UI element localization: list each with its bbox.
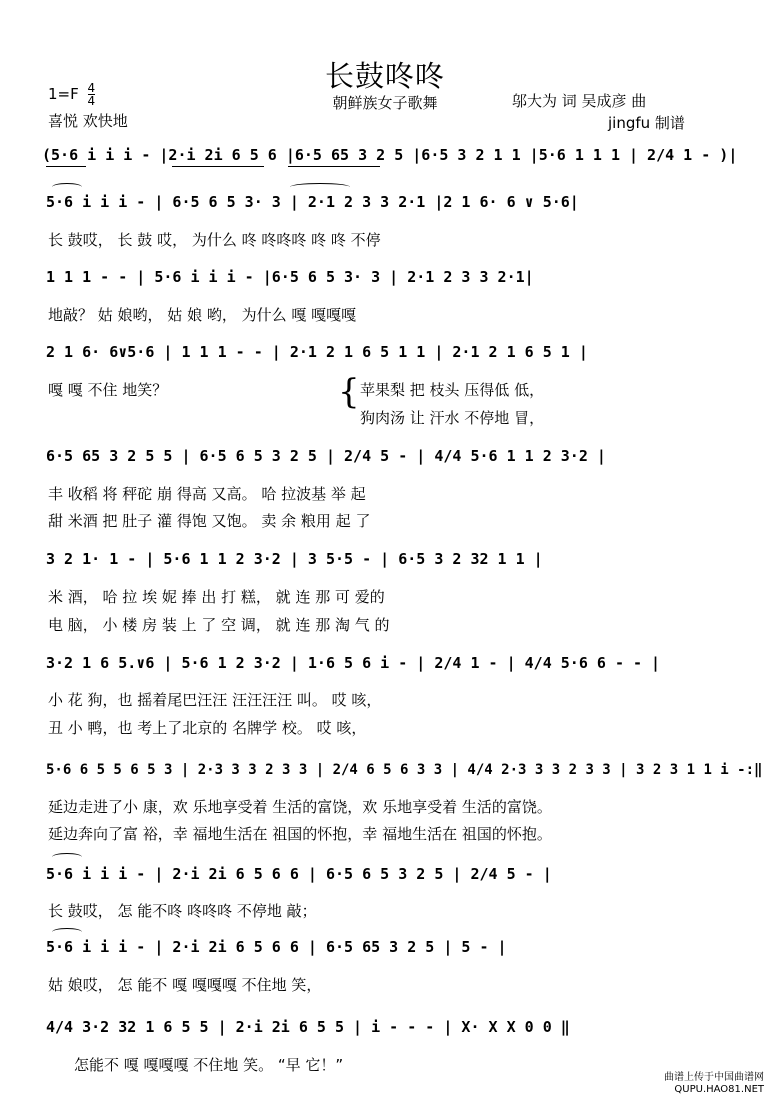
time-sig-bottom: 4 <box>87 94 96 108</box>
lyrics-line-6b: 电 脑， 小 楼 房 装 上 了 空 调， 就 连 那 淘 气 的 <box>48 616 390 634</box>
notation-line-7: 3·2 1 6 5.∨6 | 5·6 1 2 3·2 | 1·6 5 6 i - | 2/4 1 - | 4/4 5·6 6 - - | <box>46 654 661 672</box>
lyrics-line-5a: 丰 收稻 将 秤砣 崩 得高 又高。 哈 拉波基 举 起 <box>48 485 366 503</box>
notation-line-9: 5·6 i i i - | 2·i 2i 6 5 6 6 | 6·5 6 5 3 2 5 | 2/4 5 - | <box>46 865 552 883</box>
notation-line-6: 3 2 1· 1 - | 5·6 1 1 2 3·2 | 3 5·5 - | 6·5 3 2 32 1 1 | <box>46 550 543 568</box>
lyrics-line-7b: 丑 小 鸭，也 考上了北京的 名牌学 校。 哎 咳， <box>48 719 367 737</box>
notation-line-1: (5·6 i i i - |2·i 2i 6 5 6 |6·5 65 3 2 5 |6·5 3 2 1 1 |5·6 1 1 1 | 2/4 1 - )| <box>42 146 738 164</box>
verse-brace: { <box>338 372 360 412</box>
key-label: 1=F <box>48 85 79 103</box>
lyrics-line-9: 长 鼓哎， 怎 能不咚 咚咚咚 不停地 敲； <box>48 902 317 920</box>
credits: 邬大为 词 吴成彦 曲 <box>512 92 647 110</box>
tempo-marking: 喜悦 欢快地 <box>48 112 128 130</box>
slur <box>52 183 82 191</box>
lyrics-line-11: 怎能不 嘎 嘎嘎嘎 不住地 笑。 “早 它！” <box>74 1056 344 1074</box>
notation-line-8: 5·6 6 5 5 6 5 3 | 2·3 3 3 2 3 3 | 2/4 6 5 6 3 3 | 4/4 2·3 3 3 2 3 3 | 3 2 3 1 1 i -:‖ <box>46 762 763 778</box>
notation-line-5: 6·5 65 3 2 5 5 | 6·5 6 5 3 2 5 | 2/4 5 - | 4/4 5·6 1 1 2 3·2 | <box>46 447 606 465</box>
song-title: 长鼓咚咚 <box>324 59 445 93</box>
slur <box>52 928 82 936</box>
arranger: jingfu 制谱 <box>608 114 685 132</box>
verse-b-line-4: 狗肉汤 让 汗水 不停地 冒， <box>360 409 545 427</box>
verse-a-line-4: 苹果梨 把 枝头 压得低 低， <box>360 381 545 399</box>
lyrics-line-4: 嘎 嘎 不住 地笑？ <box>48 381 168 399</box>
time-sig-top: 4 <box>87 81 96 95</box>
beam <box>172 166 264 167</box>
lyrics-line-5b: 甜 米酒 把 肚子 灌 得饱 又饱。 卖 余 粮用 起 了 <box>48 512 371 530</box>
watermark-line-1: 曲谱上传于中国曲谱网 <box>664 1072 764 1083</box>
lyrics-line-7a: 小 花 狗，也 摇着尾巴汪汪 汪汪汪汪 叫。 哎 咳， <box>48 691 382 709</box>
lyrics-line-8a: 延边走进了小 康，欢 乐地享受着 生活的富饶，欢 乐地享受着 生活的富饶。 <box>48 798 552 816</box>
lyrics-line-6a: 米 酒， 哈 拉 埃 妮 捧 出 打 糕， 就 连 那 可 爱的 <box>48 588 385 606</box>
watermark-line-2: QUPU.HAO81.NET <box>674 1084 764 1095</box>
song-subtitle: 朝鲜族女子歌舞 <box>332 94 438 112</box>
notation-line-4: 2 1 6· 6∨5·6 | 1 1 1 - - | 2·1 2 1 6 5 1 1 | 2·1 2 1 6 5 1 | <box>46 343 588 361</box>
slur <box>52 853 82 861</box>
notation-line-2: 5·6 i i i - | 6·5 6 5 3· 3 | 2·1 2 3 3 2·1 |2 1 6· 6 ∨ 5·6| <box>46 193 579 211</box>
lyrics-line-8b: 延边奔向了富 裕，幸 福地生活在 祖国的怀抱，幸 福地生活在 祖国的怀抱。 <box>48 825 552 843</box>
beam <box>288 166 380 167</box>
lyrics-line-3: 地敲？ 姑 娘哟， 姑 娘 哟， 为什么 嘎 嘎嘎嘎 <box>48 306 357 324</box>
site-watermark <box>664 1072 764 1096</box>
time-signature <box>88 82 96 107</box>
beam <box>46 166 86 167</box>
lyrics-line-2: 长 鼓哎， 长 鼓 哎， 为什么 咚 咚咚咚 咚 咚 不停 <box>48 231 381 249</box>
lyrics-line-10: 姑 娘哎， 怎 能不 嘎 嘎嘎嘎 不住地 笑， <box>48 976 322 994</box>
notation-line-10: 5·6 i i i - | 2·i 2i 6 5 6 6 | 6·5 65 3 2 5 | 5 - | <box>46 938 507 956</box>
key-signature <box>48 82 95 107</box>
notation-line-11: 4/4 3·2 32 1 6 5 5 | 2·i 2i 6 5 5 | i - - - | X· X X 0 0 ‖ <box>46 1018 570 1036</box>
notation-line-3: 1 1 1 - - | 5·6 i i i - |6·5 6 5 3· 3 | 2·1 2 3 3 2·1| <box>46 268 534 286</box>
slur <box>290 183 350 191</box>
